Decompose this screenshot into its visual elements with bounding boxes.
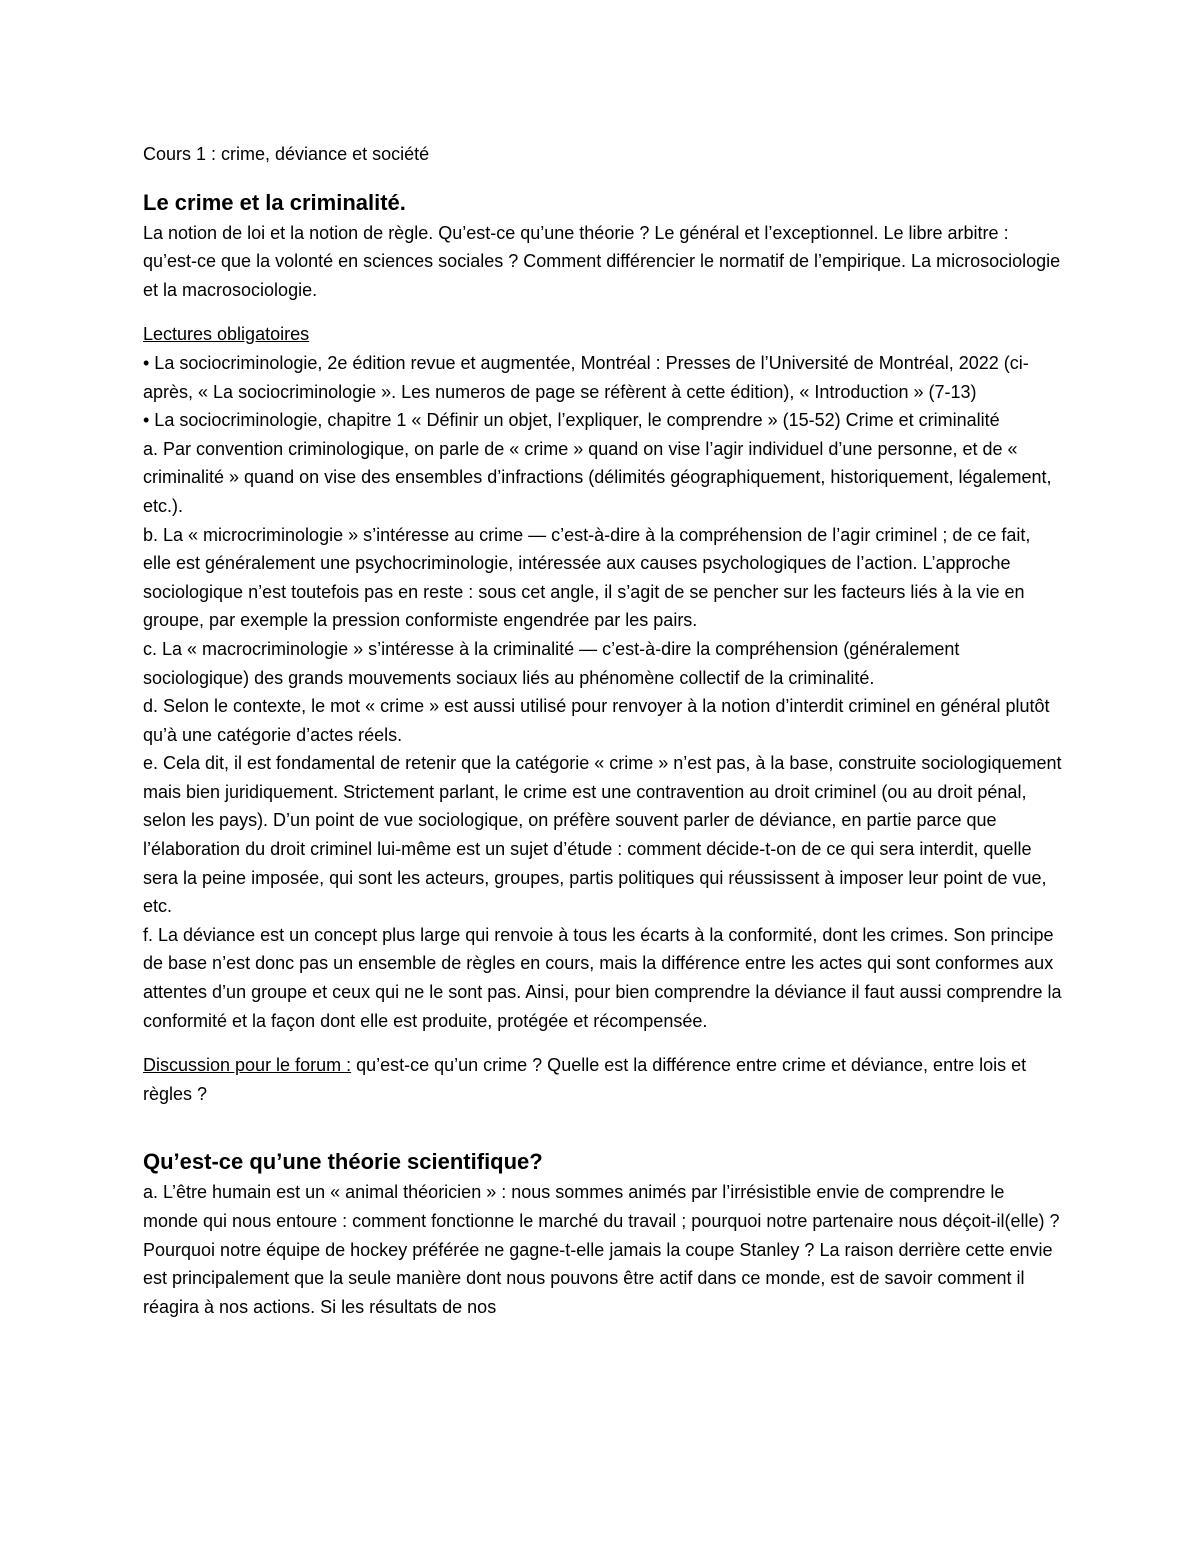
discussion-paragraph [143, 1051, 1063, 1108]
readings-label: Lectures obligatoires [143, 324, 310, 345]
point-a: a. Par convention criminologique, on parle de « crime » quand on vise l’agir individuel d’une personne, et de « criminalité » quand on vise des ensembles d’infractions (délimités géographiquement, historiquement, légalement, etc.). [143, 438, 1052, 516]
point-f: f. La déviance est un concept plus large qui renvoie à tous les écarts à la conformité, dont les crimes. Son principe de base n’est donc pas un ensemble de règles en cours, mais la différence entre les actes qui sont conformes aux attentes d’un groupe et ceux qui ne le sont pas. Ainsi, pour bien comprendre la déviance il faut aussi comprendre la conformité et la façon dont elle est produite, protégée et récompensée. [143, 924, 1062, 1031]
point-c: c. La « macrocriminologie » s’intéresse à la criminalité — c’est-à-dire la compréhension (généralement sociologique) des grands mouvements sociaux liés au phénomène collectif de la criminalité. [143, 638, 960, 688]
point-d: d. Selon le contexte, le mot « crime » est aussi utilisé pour renvoyer à la notion d’interdit criminel en général plutôt qu’à une catégorie d’actes réels. [143, 696, 1050, 745]
section-intro: La notion de loi et la notion de règle. Qu’est-ce qu’une théorie ? Le général et l’exceptionnel. Le libre arbitre : qu’est-ce que la volonté en sciences sociales ? Comment différencier le normatif de l’empirique. La microsociologie et la macrosociologie. [143, 222, 1061, 300]
course-title: Cours 1 : crime, déviance et société [143, 144, 430, 164]
theory-point-a: a. L’être humain est un « animal théoricien » : nous sommes animés par l’irrésistible envie de comprendre le monde qui nous entoure : comment fonctionne le marché du travail ; pourquoi notre partenaire nous déçoit-il(elle) ? Pourquoi notre équipe de hockey préférée ne gagne-t-elle jamais la coupe Stanley ? La raison derrière cette envie est principalement que la seule manière dont nous pouvons être actif dans ce monde, est de savoir comment il réagira à nos actions. Si les résultats de nos [143, 1182, 1060, 1317]
discussion-label: Discussion pour le forum : [143, 1055, 352, 1076]
document-page [143, 140, 1063, 1321]
point-e: e. Cela dit, il est fondamental de retenir que la catégorie « crime » n’est pas, à la base, construite sociologiquement mais bien juridiquement. Strictement parlant, le crime est une contravention au droit criminel (ou au droit pénal, selon les pays). D’un point de vue sociologique, on préfère souvent parler de déviance, en partie parce que l’élaboration du droit criminel lui-même est un sujet d’étude : comment décide-t-on de ce qui sera interdit, quelle sera la peine imposée, qui sont les acteurs, groupes, partis politiques qui réussissent à imposer leur point de vue, etc. [143, 753, 1062, 917]
reading-item: • La sociocriminologie, chapitre 1 « Définir un objet, l’expliquer, le comprendre » (15-52) Crime et criminalité [143, 410, 1000, 431]
section-heading-theory: Qu’est-ce qu’une théorie scientifique? [143, 1149, 543, 1175]
point-b: b. La « microcriminologie » s’intéresse au crime — c’est-à-dire à la compréhension de l’agir criminel ; de ce fait, elle est généralement une psychocriminologie, intéressée aux causes psychologiques de l’action. L’approche sociologique n’est toutefois pas en reste : sous cet angle, il s’agit de se pencher sur les facteurs liés à la vie en groupe, par exemple la pression conformiste engendrée par les pairs. [143, 524, 1031, 631]
section-heading-crime: Le crime et la criminalité. [143, 189, 406, 215]
reading-item: • La sociocriminologie, 2e édition revue et augmentée, Montréal : Presses de l’Université de Montréal, 2022 (ci-après, « La sociocriminologie ». Les numeros de page se réfèrent à cette édition), « Introduction » (7-13) [143, 352, 1029, 402]
discussion-text: qu’est-ce qu’un crime ? Quelle est la différence entre crime et déviance, entre lois et règles ? [143, 1055, 1027, 1104]
